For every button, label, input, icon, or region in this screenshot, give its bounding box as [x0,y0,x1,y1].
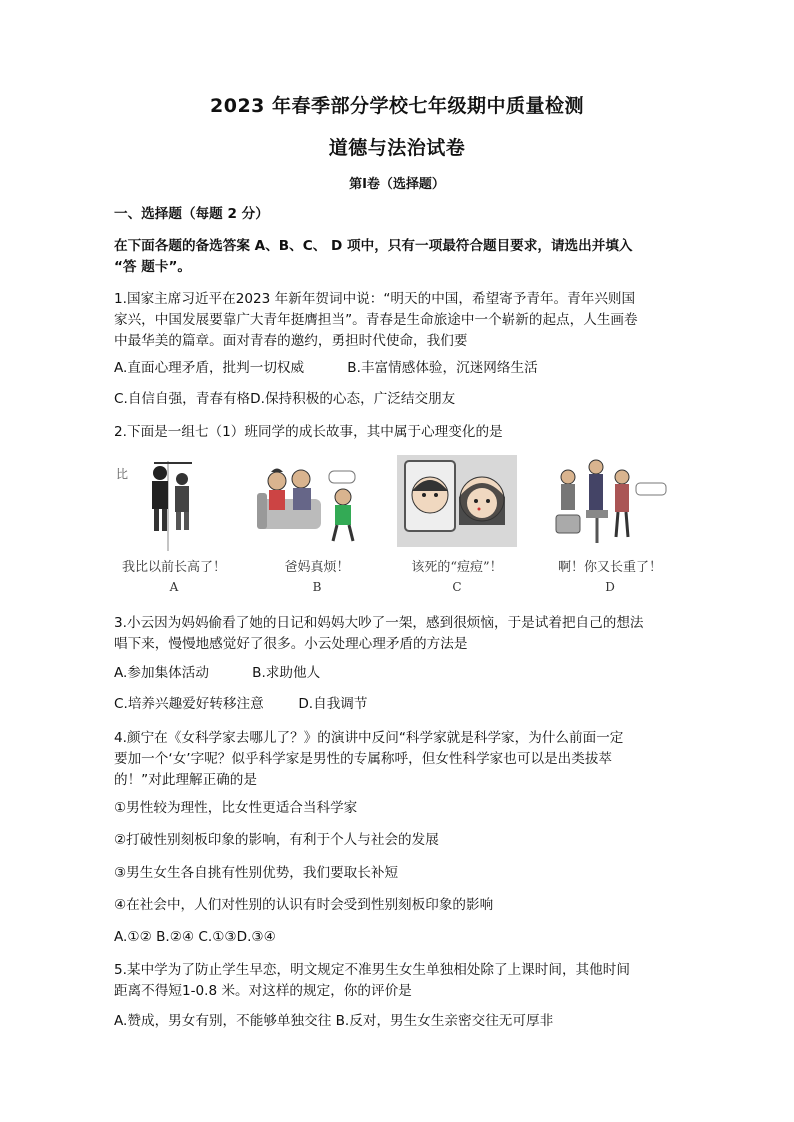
panel-c-caption: 该死的“痘痘”！ [411,560,503,575]
volume-title: 第Ⅰ卷（选择题） [349,177,445,192]
instruction-line-2: “答 题卡”。 [114,259,191,275]
instruction-line-1: 在下面各题的备选答案 A、B、C、 D 项中，只有一项最符合题目要求，请选出并填入 [114,238,633,254]
exam-title: 2023 年春季部分学校七年级期中质量检测 [210,95,584,117]
q1-options-line-1: A.直面心理矛盾，批判一切权威 B.丰富情感体验，沉迷网络生活 [114,360,538,376]
q4-options: A.①② B.②④ C.①③D.③④ [114,929,276,945]
q1-stem-line-2: 家兴，中国发展要靠广大青年挺膺担当”。青春是生命旅途中一个崭新的起点，人生画卷 [114,312,638,328]
q1-stem-line-3: 中最华美的篇章。面对青春的邀约，勇担时代使命，我们要 [114,333,468,349]
q4-stem-line-2: 要加一个‘女’字呢？似乎科学家是男性的专属称呼，但女性科学家也可以是出类拔萃 [114,751,613,767]
q3-stem-line-1: 3.小云因为妈妈偷看了她的日记和妈妈大吵了一架，感到很烦恼，于是试着把自己的想法 [114,615,644,631]
figure-label: 比 [116,467,129,481]
panel-d-caption: 啊！你又长重了！ [557,560,662,575]
q3-stem-line-2: 唱下来，慢慢地感觉好了很多。小云处理心理矛盾的方法是 [114,636,468,652]
q4-item-2: ②打破性别刻板印象的影响，有利于个人与社会的发展 [114,832,439,848]
panel-c [397,455,517,600]
panel-b [257,455,377,600]
q4-item-4: ④在社会中，人们对性别的认识有时会受到性别刻板印象的影响 [114,897,494,913]
q2-stem: 2.下面是一组七（1）班同学的成长故事，其中属于心理变化的是 [114,424,503,440]
q5-stem-line-2: 距离不得短1-0.8 米。对这样的规定，你的评价是 [114,983,412,999]
q4-stem-line-1: 4.颜宁在《女科学家去哪儿了？》的演讲中反问“科学家就是科学家，为什么前面一定 [114,730,624,746]
q5-stem-line-1: 5.某中学为了防止学生早恋，明文规定不准男生女生单独相处除了上课时间，其他时间 [114,962,630,978]
q4-stem-line-3: 的！”对此理解正确的是 [114,772,257,788]
panel-d-illustration [550,455,670,555]
q2-figure [114,455,684,600]
panel-c-letter: C [452,580,462,594]
q3-options-line-1: A.参加集体活动 B.求助他人 [114,665,321,681]
panel-d-letter: D [605,580,615,594]
panel-b-illustration [257,455,377,555]
q5-options-line-1: A.赞成，男女有别，不能够单独交往 B.反对，男生女生亲密交往无可厚非 [114,1013,554,1029]
panel-c-illustration [397,455,517,555]
panel-a-letter: A [169,580,179,594]
subject-title: 道德与法治试卷 [328,137,466,159]
q1-options-line-2: C.自信自强，青春有格D.保持积极的心态，广泛结交朋友 [114,391,456,407]
panel-a [114,455,234,600]
panel-b-caption: 爸妈真烦！ [284,560,350,575]
q3-options-line-2: C.培养兴趣爱好转移注意 D.自我调节 [114,696,368,712]
panel-d [550,455,670,600]
panel-a-caption: 我比以前长高了！ [121,560,226,575]
q4-item-3: ③男生女生各自挑有性别优势，我们要取长补短 [114,865,399,881]
section-heading: 一、选择题（每题 2 分） [114,206,269,222]
panel-a-illustration [114,455,234,555]
q4-item-1: ①男性较为理性，比女性更适合当科学家 [114,800,358,816]
q1-stem-line-1: 1.国家主席习近平在2023 年新年贺词中说：“明天的中国，希望寄予青年。青年兴则国 [114,291,636,307]
panel-b-letter: B [312,580,322,594]
